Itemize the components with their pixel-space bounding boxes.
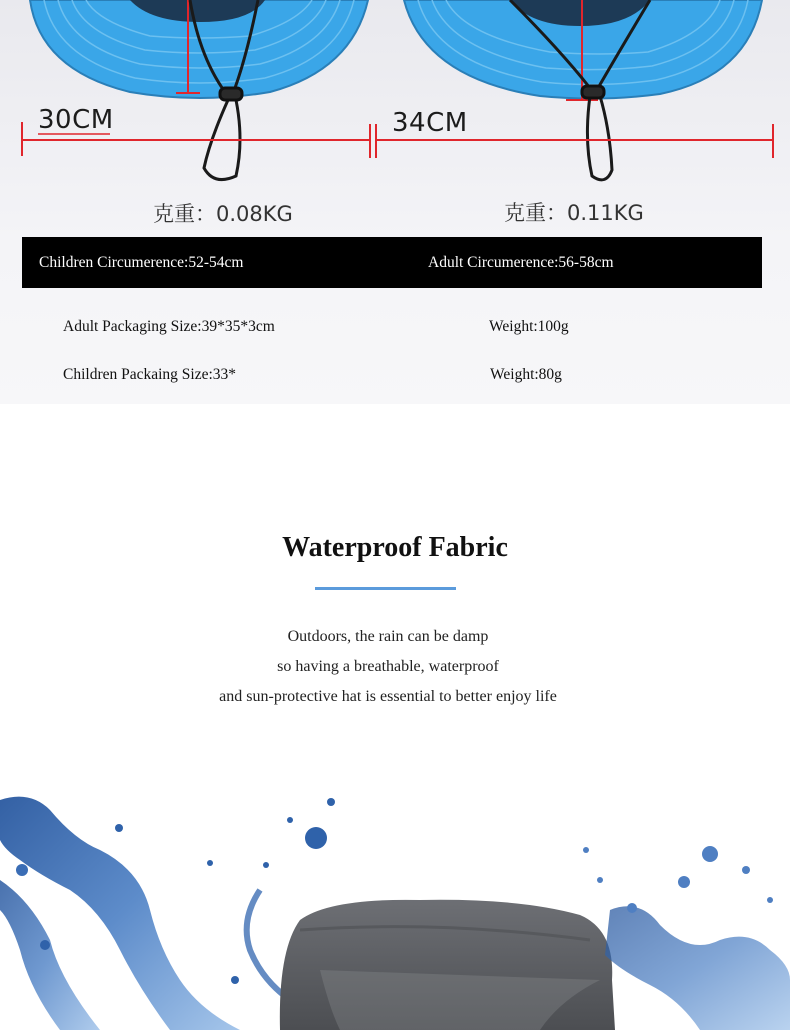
- adult-circumference-text: Adult Circumerence:56-58cm: [428, 254, 614, 271]
- adult-packaging-size: Adult Packaging Size:39*35*3cm: [63, 318, 275, 335]
- circumference-bar: [22, 237, 762, 288]
- children-circumference-text: Children Circumerence:52-54cm: [39, 254, 244, 271]
- gray-hat-crown: [280, 900, 615, 1030]
- right-water-splash: [583, 846, 790, 1030]
- child-weight-label: 克重：0.08KG: [153, 202, 293, 226]
- adult-width-label: 34CM: [392, 108, 468, 138]
- children-packaging-size: Children Packaing Size:33*: [63, 366, 237, 383]
- section-title: Waterproof Fabric: [282, 532, 508, 563]
- adult-hat-brim: [404, 0, 762, 100]
- adult-weight-label: 克重：0.11KG: [504, 201, 644, 225]
- description-line-2: so having a breathable, waterproof: [277, 658, 499, 675]
- children-weight: Weight:80g: [490, 366, 562, 383]
- child-width-label: 30CM: [38, 105, 114, 135]
- children-hat-brim: [30, 0, 368, 98]
- description-line-1: Outdoors, the rain can be damp: [287, 628, 489, 645]
- description-line-3: and sun-protective hat is essential to better enjoy life: [219, 688, 557, 705]
- water-splash-hat-image: [0, 780, 790, 1030]
- title-underline: [315, 587, 456, 590]
- adult-weight: Weight:100g: [489, 318, 569, 335]
- size-comparison-panel: [0, 0, 790, 404]
